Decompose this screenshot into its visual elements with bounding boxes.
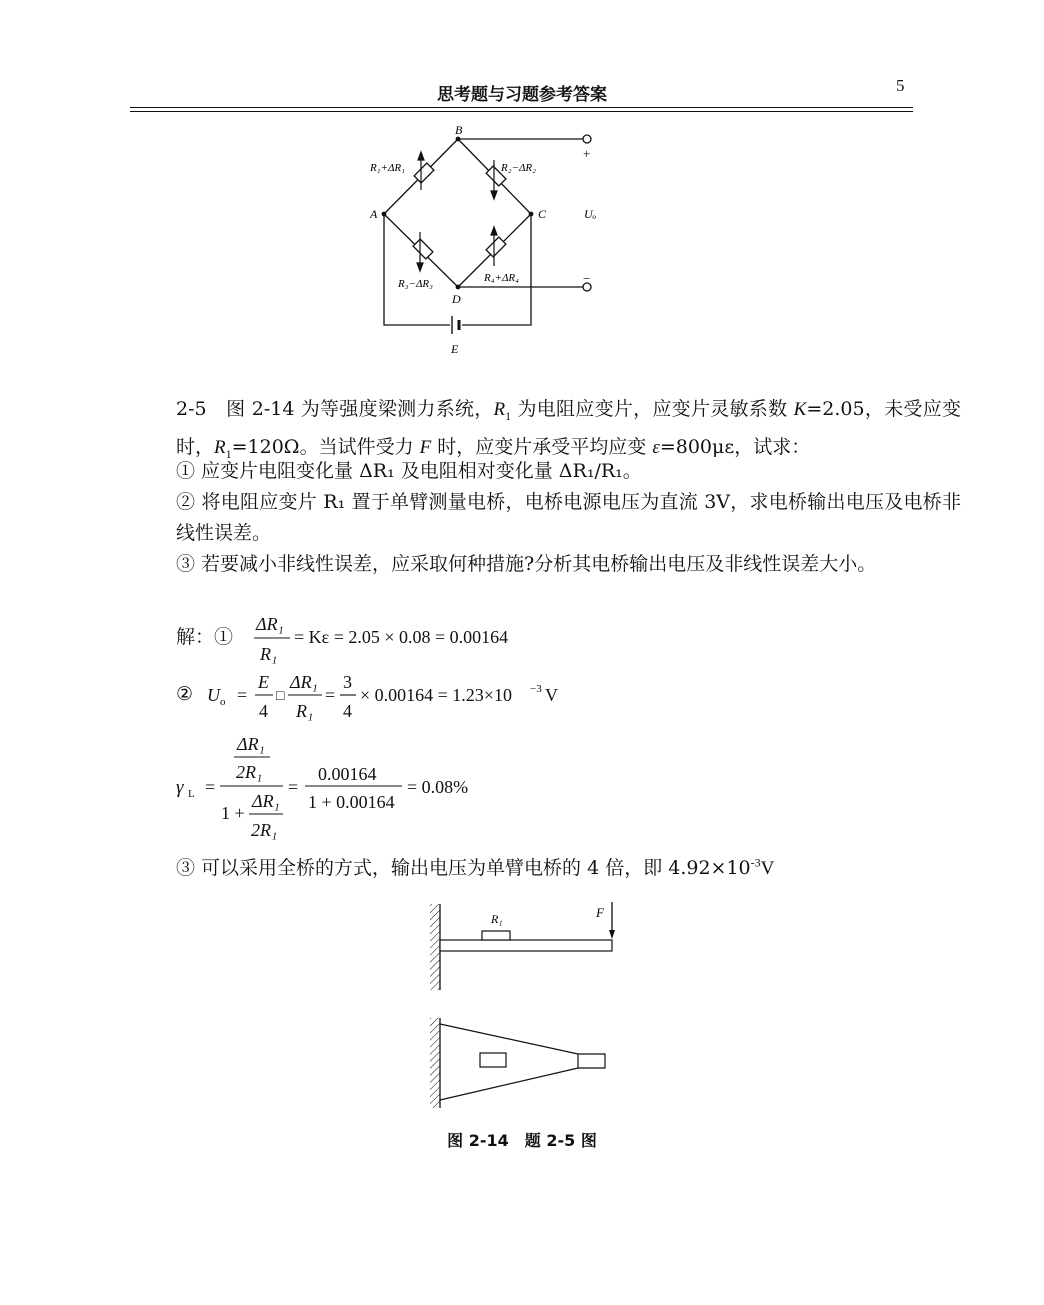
beam-top-view (440, 1024, 605, 1100)
eq2-frac3-den: 4 (343, 701, 352, 721)
eq2-label: ② (176, 684, 194, 705)
terminal-minus-label: − (583, 271, 591, 286)
figure-caption: 图 2-14 题 2-5 图 (447, 1131, 597, 1150)
eq2-frac1-num: E (258, 672, 269, 692)
node-c-label: C (538, 207, 547, 221)
solution-label: 解：① (176, 626, 234, 648)
node-a-label: A (370, 207, 378, 221)
eq1-numerator: ΔR₁ (256, 614, 284, 634)
eq1-denominator: R₁ (260, 644, 278, 664)
eq3-b-num: ΔR₁ (252, 791, 280, 811)
page-number: 5 (896, 76, 905, 95)
strain-gauge-side (482, 931, 510, 940)
wall-hatch-top (430, 904, 440, 990)
eq2-rhs: × 0.00164 = 1.23×10 (360, 685, 512, 705)
eq2-frac1-den: 4 (259, 701, 268, 721)
eq2-lhs-sub: o (220, 696, 226, 708)
beam-side-view (440, 940, 612, 951)
beam-figure (0, 890, 1044, 1130)
eq2-exponent: −3 (530, 683, 542, 695)
eq3-rhs: = 0.08% (407, 777, 469, 797)
eq3-a-den: 2R₁ (236, 762, 263, 782)
terminal-plus-label: + (583, 146, 591, 161)
resistor-r4-label: R₄+ΔR₄ (484, 272, 519, 284)
resistor-r3-label: R₃−ΔR₃ (398, 278, 433, 290)
eq1-rhs: = Kε = 2.05 × 0.08 = 0.00164 (294, 627, 509, 647)
battery-e-label: E (451, 342, 459, 356)
eq2-frac3-num: 3 (343, 672, 352, 692)
eq3-lhs: γ (176, 777, 184, 798)
eq2-frac2-den: R₁ (296, 701, 314, 721)
eq2-equals: = (237, 685, 248, 705)
resistor-r2-label: R₂−ΔR₂ (501, 162, 536, 174)
strain-gauge-top (480, 1053, 506, 1067)
output-voltage-label: Uₒ (584, 207, 597, 221)
eq3-equals: = (205, 777, 216, 797)
force-arrow-icon (609, 902, 615, 939)
solution-equations (0, 600, 1044, 880)
eq2-frac2-num: ΔR₁ (290, 672, 318, 692)
page-header-title: 思考题与习题参考答案 (437, 85, 607, 105)
wall-hatch-bottom (430, 1018, 440, 1108)
eq2-equals-2: = (325, 685, 336, 705)
eq3-lhs-sub: L (188, 788, 195, 800)
question-2: ② 将电阻应变片 R₁ 置于单臂测量电桥，电桥电源电压为直流 3V，求电桥输出电压及电桥非线性误差。 (176, 491, 961, 544)
eq3-b-den: 2R₁ (251, 820, 278, 840)
r1-gauge-label: R₁ (491, 912, 503, 926)
bridge-circuit-diagram (0, 0, 1044, 380)
answer-3: ③ 可以采用全桥的方式，输出电压为单臂电桥的 4 倍，即 $4.92\times 10^{-3}V$ (176, 855, 775, 879)
eq3-one-plus: 1 + (221, 803, 245, 823)
problem-statement: 2-5 图 2-14 为等强度梁测力系统，$R_1$ 为电阻应变片，应变片灵敏系数 K=2.05，未受应变时，$R_1=120\Omega$。当试件受力 F 时，应变片承受平均应变 ε=800με，试求： (176, 398, 961, 461)
question-3: ③ 若要减小非线性误差，应采取何种措施?分析其电桥输出电压及非线性误差大小。 (176, 553, 877, 575)
question-1: ① 应变片电阻变化量 ΔR₁ 及电阻相对变化量 ΔR₁/R₁。 (176, 460, 642, 482)
eq2-unit: V (545, 685, 558, 705)
eq3-c-num: 0.00164 (318, 764, 377, 784)
eq3-c-den: 1 + 0.00164 (308, 792, 395, 812)
eq2-lhs: U (207, 685, 220, 705)
resistor-r1-label: R₁+ΔR₁ (370, 162, 405, 174)
node-d-label: D (452, 292, 461, 306)
force-f-label: F (596, 905, 604, 920)
eq2-box: □ (276, 689, 285, 704)
node-b-label: B (455, 123, 463, 137)
eq3-equals-2: = (288, 777, 299, 797)
eq3-a-num: ΔR₁ (237, 734, 265, 754)
